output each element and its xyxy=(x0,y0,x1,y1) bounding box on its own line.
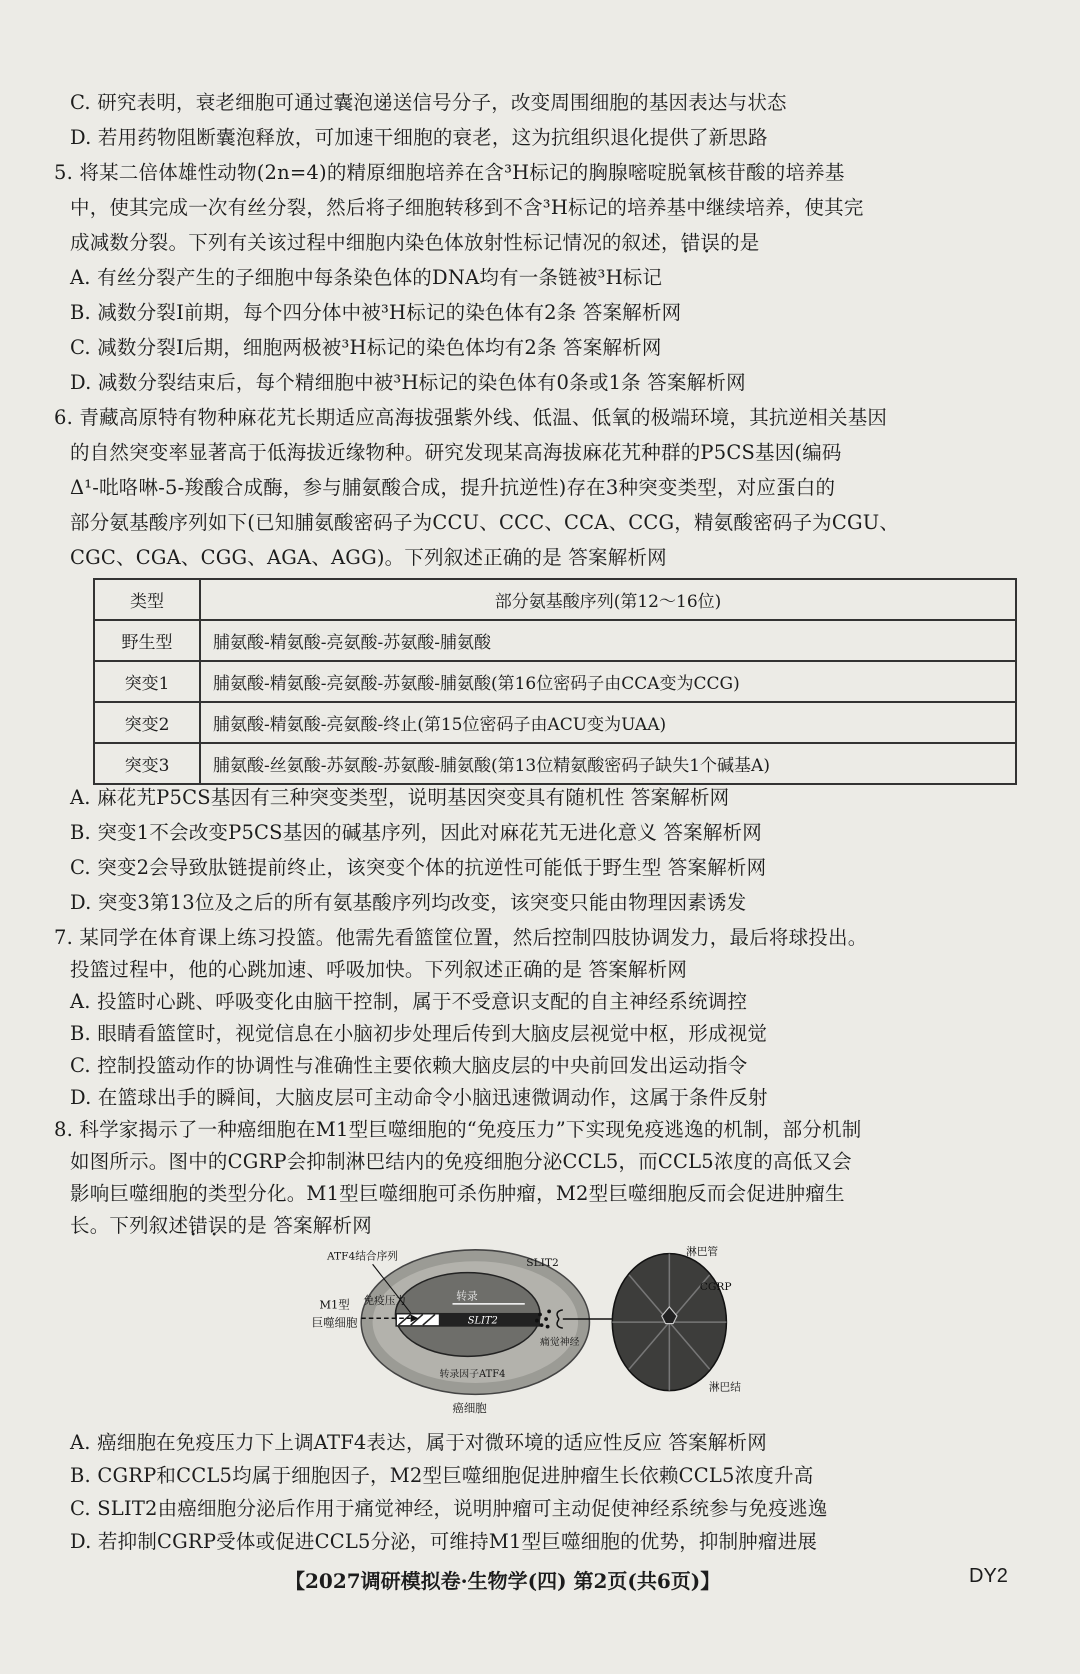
table-row xyxy=(94,743,1016,784)
q6-stem-line-2: 的自然突变率显著高于低海拔近缘物种。研究发现某高海拔麻花艽种群的P5CS基因(编码 xyxy=(70,441,842,464)
q8-stem-line-2: 如图所示。图中的CGRP会抑制淋巴结内的免疫细胞分泌CCL5，而CCL5浓度的高低又会 xyxy=(70,1150,852,1173)
table-cell-sequence: 脯氨酸-精氨酸-亮氨酸-苏氨酸-脯氨酸 xyxy=(200,620,1016,661)
q8-option-c: C. SLIT2由癌细胞分泌后作用于痛觉神经，说明肿瘤可主动促使神经系统参与免疫逃逸 xyxy=(70,1497,828,1520)
q6-option-d: D. 突变3第13位及之后的所有氨基酸序列均改变，该突变只能由物理因素诱发 xyxy=(70,891,747,914)
q6-stem-line-5: CGC、CGA、CGG、AGA、AGG)。下列叙述正确的是 答案解析网 xyxy=(70,546,667,569)
immune-escape-figure xyxy=(240,1246,840,1421)
m1-label-line-2: 巨噬细胞 xyxy=(311,1315,358,1330)
q5-stem-text: 成减数分裂。下列有关该过程中细胞内染色体放射性标记情况的叙述， xyxy=(70,231,681,254)
q6-option-b: B. 突变1不会改变P5CS基因的碱基序列，因此对麻花艽无进化意义 答案解析网 xyxy=(70,821,762,844)
q5-stem-line-1: 5. 将某二倍体雄性动物(2n=4)的精原细胞培养在含³H标记的胸腺嘧啶脱氧核苷酸的培养基 xyxy=(54,161,845,184)
q5-option-c: C. 减数分裂Ⅰ后期，细胞两极被³H标记的染色体均有2条 答案解析网 xyxy=(70,336,662,359)
q4-option-c: C. 研究表明，衰老细胞可通过囊泡递送信号分子，改变周围细胞的基因表达与状态 xyxy=(70,91,787,114)
table-row xyxy=(94,702,1016,743)
table-cell-sequence: 脯氨酸-丝氨酸-苏氨酸-苏氨酸-脯氨酸(第13位精氨酸密码子缺失1个碱基A) xyxy=(200,743,1016,784)
table-cell-sequence: 脯氨酸-精氨酸-亮氨酸-终止(第15位密码子由ACU变为UAA) xyxy=(200,702,1016,743)
q7-option-c: C. 控制投篮动作的协调性与准确性主要依赖大脑皮层的中央前回发出运动指令 xyxy=(70,1054,748,1077)
footer-title: 【2027调研模拟卷·生物学(四) 第2页(共6页)】 xyxy=(285,1569,721,1593)
q5-stem-line-3 xyxy=(70,228,760,258)
q8-option-a: A. 癌细胞在免疫压力下上调ATF4表达，属于对微环境的适应性反应 答案解析网 xyxy=(70,1431,767,1454)
cancer-cell-label: 癌细胞 xyxy=(452,1400,487,1415)
slit2-label: SLIT2 xyxy=(526,1255,559,1269)
table-header-type: 类型 xyxy=(94,579,200,620)
q7-stem-line-2: 投篮过程中，他的心跳加速、呼吸加快。下列叙述正确的是 答案解析网 xyxy=(70,958,688,981)
q5-option-a: A. 有丝分裂产生的子细胞中每条染色体的DNA均有一条链被³H标记 xyxy=(70,266,663,289)
transcription-label: 转录 xyxy=(456,1289,478,1303)
q8-stem-line-4 xyxy=(70,1211,372,1241)
q8-stem-line-1: 8. 科学家揭示了一种癌细胞在M1型巨噬细胞的“免疫压力”下实现免疫逃逸的机制，部分机制 xyxy=(54,1118,862,1141)
atf4-binding-label: ATF4结合序列 xyxy=(326,1249,398,1263)
table-cell-type: 突变2 xyxy=(94,702,200,743)
table-row xyxy=(94,661,1016,702)
table-cell-type: 突变1 xyxy=(94,661,200,702)
q7-option-b: B. 眼睛看篮筐时，视觉信息在小脑初步处理后传到大脑皮层视觉中枢，形成视觉 xyxy=(70,1022,768,1045)
q7-stem-line-1: 7. 某同学在体育课上练习投篮。他需先看篮筐位置，然后控制四肢协调发力，最后将球投出。 xyxy=(54,926,868,949)
table-header-row xyxy=(94,579,1016,620)
cgrp-label: CGRP xyxy=(699,1280,732,1294)
immune-pressure-label: 免疫压力 xyxy=(363,1293,407,1307)
amino-acid-table xyxy=(93,578,1017,785)
q5-stem-line-2: 中，使其完成一次有丝分裂，然后将子细胞转移到不含³H标记的培养基中继续培养，使其完 xyxy=(70,196,864,219)
lymph-node-label: 淋巴结 xyxy=(708,1380,741,1394)
table-header-sequence: 部分氨基酸序列(第12～16位) xyxy=(200,579,1016,620)
q8-emphasis-word: 错误 • • xyxy=(188,1214,227,1237)
q8-option-b: B. CGRP和CCL5均属于细胞因子，M2型巨噬细胞促进肿瘤生长依赖CCL5浓度升高 xyxy=(70,1464,814,1487)
q5-option-b: B. 减数分裂Ⅰ前期，每个四分体中被³H标记的染色体有2条 答案解析网 xyxy=(70,301,682,324)
q6-stem-line-1: 6. 青藏高原特有物种麻花艽长期适应高海拔强紫外线、低温、低氧的极端环境，其抗逆相关基因 xyxy=(54,406,888,429)
q6-stem-line-3: Δ¹-吡咯啉-5-羧酸合成酶，参与脯氨酸合成，提升抗逆性)存在3种突变类型，对应蛋白的 xyxy=(70,476,836,499)
footer-code: DY2 xyxy=(969,1565,1008,1587)
q6-stem-line-4: 部分氨基酸序列如下(已知脯氨酸密码子为CCU、CCC、CCA、CCG，精氨酸密码子为CGU、 xyxy=(70,511,900,534)
q5-option-d: D. 减数分裂结束后，每个精细胞中被³H标记的染色体有0条或1条 答案解析网 xyxy=(70,371,746,394)
table-row xyxy=(94,620,1016,661)
q8-stem-text: 长。下列叙述 xyxy=(70,1214,189,1237)
q8-stem-line-3: 影响巨噬细胞的类型分化。M1型巨噬细胞可杀伤肿瘤，M2型巨噬细胞反而会促进肿瘤生 xyxy=(70,1182,845,1205)
q6-option-c: C. 突变2会导致肽链提前终止，该突变个体的抗逆性可能低于野生型 答案解析网 xyxy=(70,856,767,879)
lymph-vessel-label: 淋巴管 xyxy=(686,1246,719,1259)
tf-atf4-label: 转录因子ATF4 xyxy=(439,1368,506,1380)
q4-option-d: D. 若用药物阻断囊泡释放，可加速干细胞的衰老，这为抗组织退化提供了新思路 xyxy=(70,126,768,149)
q7-option-a: A. 投篮时心跳、呼吸变化由脑干控制，属于不受意识支配的自主神经系统调控 xyxy=(70,990,748,1013)
q7-option-d: D. 在篮球出手的瞬间，大脑皮层可主动命令小脑迅速微调动作，这属于条件反射 xyxy=(70,1086,768,1109)
q6-option-a: A. 麻花艽P5CS基因有三种突变类型，说明基因突变具有随机性 答案解析网 xyxy=(70,786,730,809)
table-cell-sequence: 脯氨酸-精氨酸-亮氨酸-苏氨酸-脯氨酸(第16位密码子由CCA变为CCG) xyxy=(200,661,1016,702)
q8-stem-end: 的是 答案解析网 xyxy=(227,1214,372,1237)
m1-label-line-1: M1型 xyxy=(319,1297,350,1312)
pain-nerve-label: 痛觉神经 xyxy=(540,1336,580,1348)
q8-option-d: D. 若抑制CGRP受体或促进CCL5分泌，可维持M1型巨噬细胞的优势，抑制肿瘤进展 xyxy=(70,1530,818,1553)
table-cell-type: 野生型 xyxy=(94,620,200,661)
table-cell-type: 突变3 xyxy=(94,743,200,784)
slit2-gene-label: SLIT2 xyxy=(467,1315,498,1327)
q5-stem-end: 的是 xyxy=(720,231,760,254)
q5-emphasis-word: 错误 • • xyxy=(681,231,720,254)
